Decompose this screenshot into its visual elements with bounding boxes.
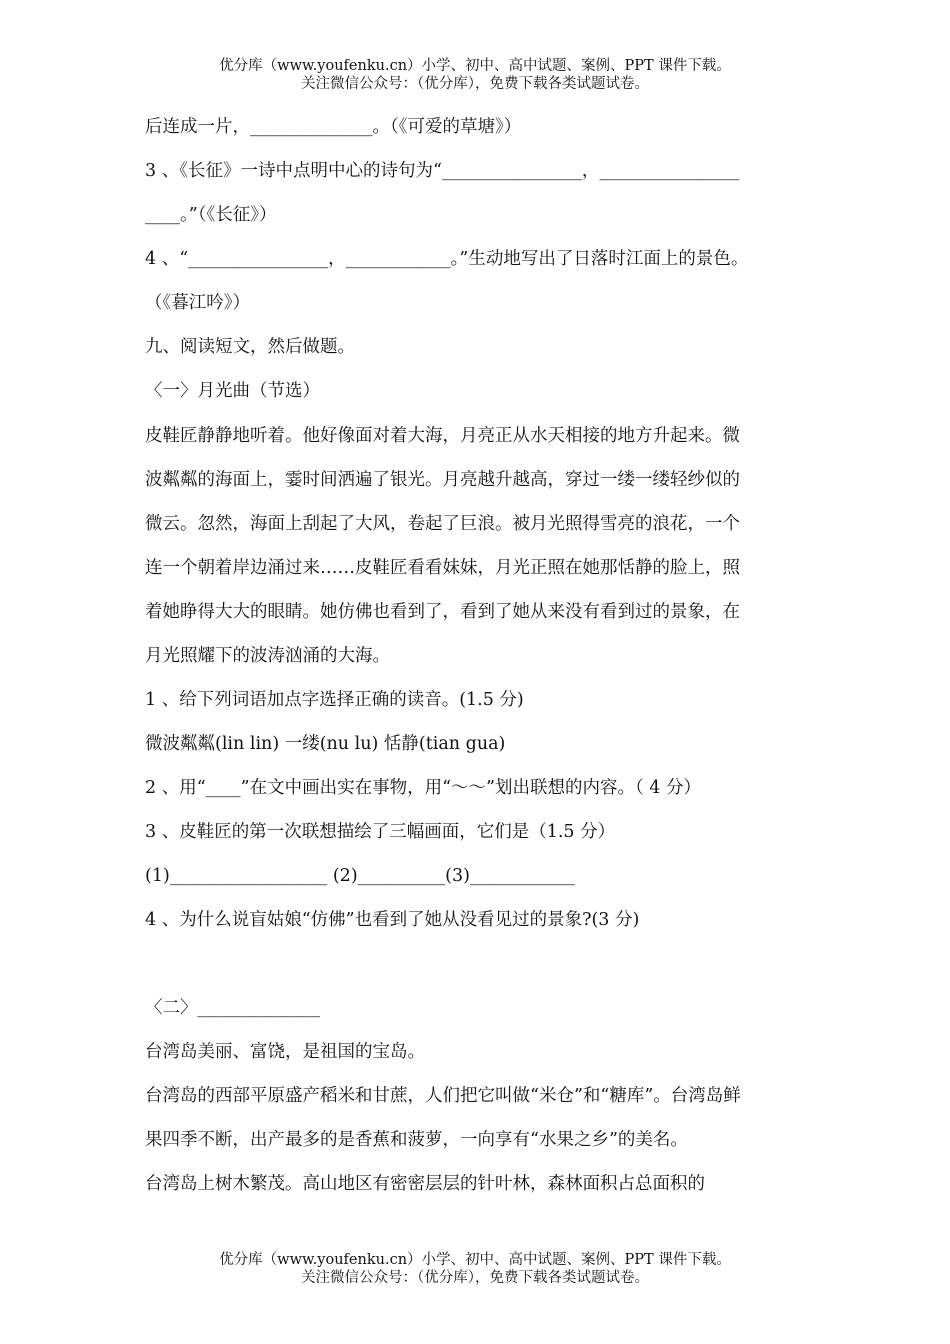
question-4-line: 4 、“________________，____________。”生动地写出了日落时江面上的景色。	[145, 249, 749, 269]
question-2-line: 2 、用“____”在文中画出实在事物，用“～～”划出联想的内容。（ 4 分）	[145, 778, 701, 798]
passage-1-title: 〈一〉月光曲（节选）	[145, 381, 320, 401]
passage-line: 连一个朝着岸边涌过来……皮鞋匠看看妹妹，月光正照在她那恬静的脸上，照	[145, 558, 740, 578]
question-3-line: 3 、皮鞋匠的第一次联想描绘了三幅画面，它们是（1.5 分）	[145, 822, 616, 842]
passage-line: 台湾岛美丽、富饶，是祖国的宝岛。	[145, 1042, 425, 1062]
passage-2-title: 〈二〉______________	[145, 998, 320, 1018]
passage-line: 波粼粼的海面上，霎时间洒遍了银光。月亮越升越高，穿过一缕一缕轻纱似的	[145, 470, 740, 490]
footer-line-1: 优分库（www.youfenku.cn）小学、初中、高中试题、案例、PPT 课件下载。	[219, 1252, 731, 1268]
question-3-line: 3 、《长征》一诗中点明中心的诗句为“________________，________________	[145, 161, 740, 181]
question-4-line: 4 、为什么说盲姑娘“仿佛”也看到了她从没看见过的景象?(3 分)	[145, 910, 640, 930]
passage-line: 月光照耀下的波涛汹涌的大海。	[145, 646, 390, 666]
section-9-heading: 九、阅读短文，然后做题。	[145, 337, 355, 357]
text-line: （《暮江吟》）	[145, 293, 250, 313]
header-line-1: 优分库（www.youfenku.cn）小学、初中、高中试题、案例、PPT 课件下载。	[219, 58, 731, 74]
pinyin-options-line: 微波粼粼(lin lin) 一缕(nu lu) 恬静(tian gua)	[145, 734, 506, 754]
footer-line-2: 关注微信公众号：（优分库），免费下载各类试题试卷。	[301, 1270, 649, 1286]
passage-line: 台湾岛的西部平原盛产稻米和甘蔗，人们把它叫做“米仓”和“糖库”。台湾岛鲜	[145, 1086, 741, 1106]
text-line: ____。”（《长征》）	[145, 205, 277, 225]
passage-line: 果四季不断，出产最多的是香蕉和菠萝，一向享有“水果之乡”的美名。	[145, 1130, 688, 1150]
passage-line: 微云。忽然，海面上刮起了大风，卷起了巨浪。被月光照得雪亮的浪花，一个	[145, 514, 740, 534]
header-line-2: 关注微信公众号：（优分库），免费下载各类试题试卷。	[301, 76, 649, 92]
answer-blanks-line: (1)__________________ (2)__________(3)____________	[145, 866, 575, 886]
text-line: 后连成一片，______________。（《可爱的草塘》）	[145, 117, 522, 137]
page-footer	[0, 1251, 950, 1287]
question-1-line: 1 、给下列词语加点字选择正确的读音。(1.5 分)	[145, 690, 524, 710]
passage-line: 着她睁得大大的眼睛。她仿佛也看到了，看到了她从来没有看到过的景象，在	[145, 602, 740, 622]
passage-line: 皮鞋匠静静地听着。他好像面对着大海，月亮正从水天相接的地方升起来。微	[145, 426, 740, 446]
page-header	[0, 57, 950, 93]
passage-line: 台湾岛上树木繁茂。高山地区有密密层层的针叶林，森林面积占总面积的	[145, 1174, 705, 1194]
